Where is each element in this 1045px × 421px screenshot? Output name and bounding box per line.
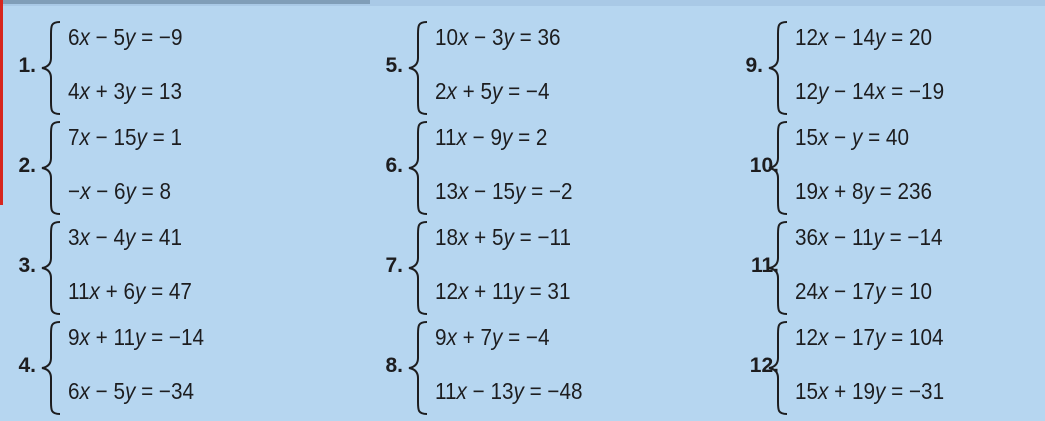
problem-7 [385, 218, 715, 318]
equation-first: 18x + 5y = −11 [435, 224, 572, 250]
problem-8 [385, 318, 715, 418]
equation-second: 6x − 5y = −34 [68, 378, 195, 404]
problem-number: 6. [385, 154, 403, 177]
problem-4 [18, 318, 348, 418]
equation-second: 19x + 8y = 236 [795, 178, 932, 204]
equation-first: 9x + 11y = −14 [68, 324, 205, 350]
equation-second: 11x + 6y = 47 [68, 278, 192, 304]
equation-first: 11x − 9y = 2 [435, 124, 548, 150]
equation-second: 2x + 5y = −4 [435, 78, 550, 104]
cut-off-header [0, 0, 370, 4]
problem-10 [745, 118, 1045, 218]
problem-1 [18, 18, 348, 118]
left-brace-icon [767, 320, 789, 416]
problem-2 [18, 118, 348, 218]
problem-number: 2. [18, 154, 36, 177]
problem-3 [18, 218, 348, 318]
equation-first: 9x + 7y = −4 [435, 324, 550, 350]
left-brace-icon [407, 20, 429, 116]
left-brace-icon [407, 320, 429, 416]
left-brace-icon [407, 120, 429, 216]
left-brace-icon [407, 220, 429, 316]
equation-first: 10x − 3y = 36 [435, 24, 561, 50]
equation-second: 4x + 3y = 13 [68, 78, 182, 104]
left-brace-icon [40, 20, 62, 116]
equation-first: 36x − 11y = −14 [795, 224, 943, 250]
equation-second: −x − 6y = 8 [68, 178, 172, 204]
problem-number: 8. [385, 354, 403, 377]
left-brace-icon [40, 320, 62, 416]
problem-number: 9. [745, 54, 763, 77]
equation-second: 11x − 13y = −48 [435, 378, 583, 404]
left-brace-icon [767, 20, 789, 116]
equation-second: 24x − 17y = 10 [795, 278, 932, 304]
equation-second: 12y − 14x = −19 [795, 78, 945, 104]
problem-number: 10. [749, 154, 779, 177]
equation-first: 12x − 17y = 104 [795, 324, 944, 350]
left-brace-icon [767, 220, 789, 316]
problem-number: 3. [18, 254, 36, 277]
problem-number: 1. [18, 54, 36, 77]
problem-9 [745, 18, 1045, 118]
problem-number: 12. [749, 354, 779, 377]
problem-11 [745, 218, 1045, 318]
problem-number: 11. [750, 254, 779, 277]
problem-number: 5. [385, 54, 403, 77]
left-brace-icon [40, 120, 62, 216]
equation-first: 7x − 15y = 1 [68, 124, 182, 150]
equation-first: 6x − 5y = −9 [68, 24, 183, 50]
left-brace-icon [40, 220, 62, 316]
problem-6 [385, 118, 715, 218]
equation-first: 12x − 14y = 20 [795, 24, 932, 50]
problem-number: 4. [18, 354, 36, 377]
equation-first: 3x − 4y = 41 [68, 224, 182, 250]
problem-12 [745, 318, 1045, 418]
equation-second: 15x + 19y = −31 [795, 378, 945, 404]
problem-5 [385, 18, 715, 118]
problem-number: 7. [385, 254, 403, 277]
equation-second: 13x − 15y = −2 [435, 178, 573, 204]
equation-first: 15x − y = 40 [795, 124, 909, 150]
left-brace-icon [767, 120, 789, 216]
equation-second: 12x + 11y = 31 [435, 278, 571, 304]
